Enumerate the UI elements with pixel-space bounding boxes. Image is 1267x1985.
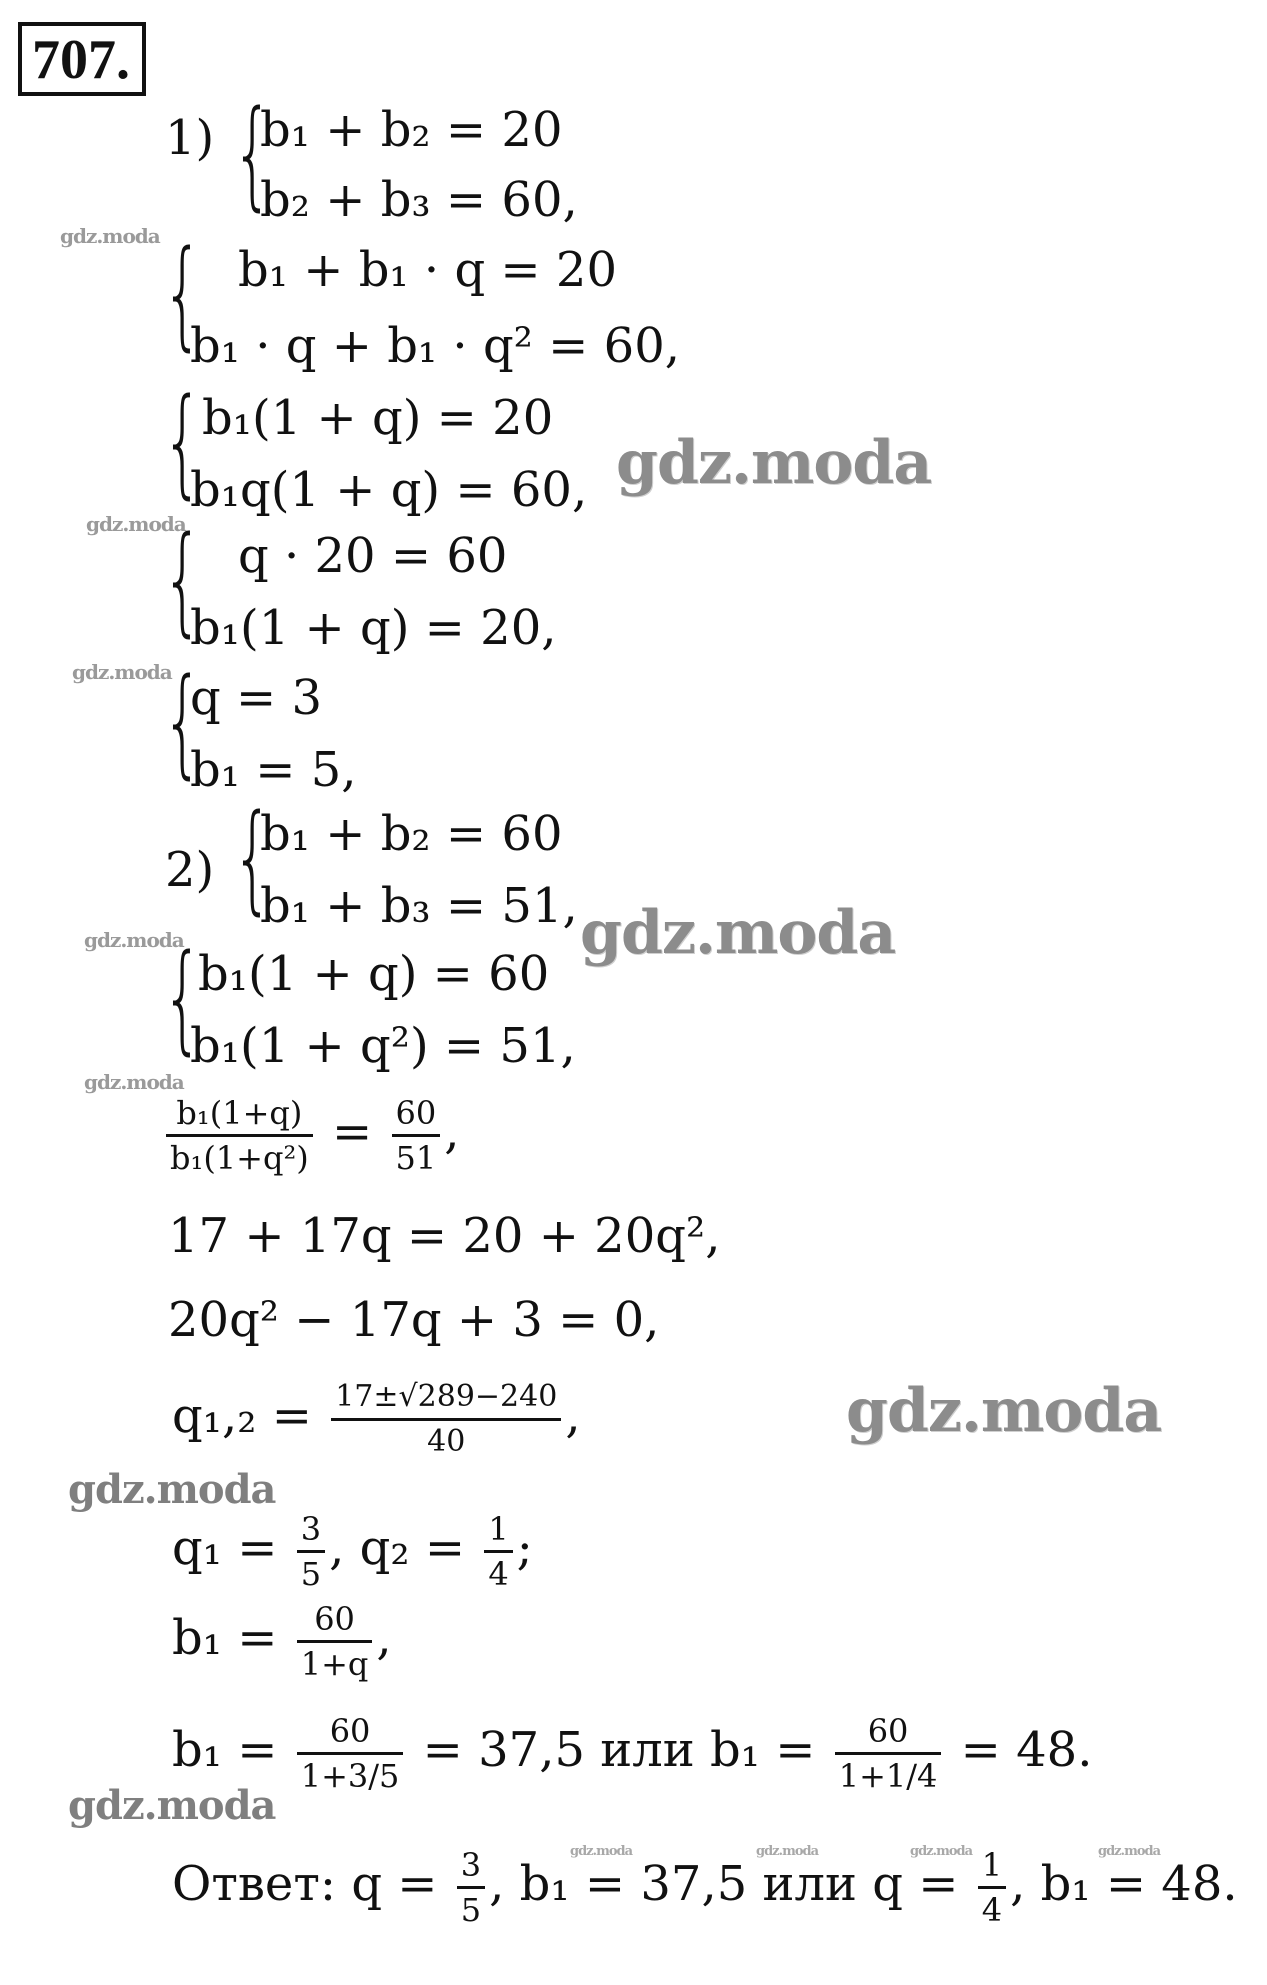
equation: b₁(1 + q) = 20 (202, 390, 554, 446)
watermark: gdz.moda (580, 898, 896, 968)
fraction: $\frac{3}{5}$ (457, 1846, 485, 1929)
equation: b₁ + b₁ · q = 20 (238, 242, 617, 298)
brace-icon: { (232, 84, 274, 222)
fraction: $\frac{3}{5}$ (297, 1510, 325, 1593)
watermark: gdz.moda (616, 428, 932, 498)
watermark: gdz.moda (570, 1844, 633, 1859)
fraction: $\frac{60}{1+1/4}$ (835, 1712, 942, 1795)
brace-icon: { (162, 652, 204, 790)
brace-icon: { (162, 928, 204, 1066)
equation: 17 + 17q = 20 + 20q², (168, 1208, 721, 1264)
fraction: $\frac{1}{4}$ (978, 1846, 1006, 1929)
brace-icon: { (162, 372, 204, 510)
watermark: gdz.moda (68, 1782, 276, 1829)
equation: b₂ + b₃ = 60, (260, 172, 578, 228)
ratio-equation: $\frac{\text{b₁(1+q)}}{\text{b₁(1+q²)}}$ = $\frac{60}{51}$ , (162, 1094, 460, 1177)
equation: q = 3 (190, 670, 322, 726)
watermark: gdz.moda (1098, 1844, 1161, 1859)
watermark: gdz.moda (72, 660, 172, 684)
brace-icon: { (162, 510, 204, 648)
answer: Ответ: q = $\frac{3}{5}$ , b₁ = 37,5 или q = $\frac{1}{4}$ , b₁ = 48. (172, 1846, 1238, 1929)
fraction: $\frac{\text{b₁(1+q)}}{\text{b₁(1+q²)}}$ (166, 1094, 313, 1177)
q-values: q₁ = $\frac{3}{5}$ , q₂ = $\frac{1}{4}$ ; (172, 1510, 533, 1593)
watermark: gdz.moda (86, 512, 186, 536)
roots-formula: q₁,₂ = $\frac{17\pm√289-240}{40}$ , (172, 1379, 581, 1459)
watermark: gdz.moda (68, 1466, 276, 1513)
brace-icon: { (162, 224, 204, 362)
equation: b₁(1 + q) = 60 (198, 946, 550, 1002)
fraction: $\frac{60}{1+q}$ (297, 1600, 373, 1683)
fraction: $\frac{60}{1+3/5}$ (297, 1712, 404, 1795)
fraction: $\frac{1}{4}$ (484, 1510, 512, 1593)
watermark: gdz.moda (84, 928, 184, 952)
part2-label: 2) (165, 842, 215, 898)
equation: b₁(1 + q) = 20, (190, 600, 557, 656)
watermark: gdz.moda (846, 1376, 1162, 1446)
equation: 20q² − 17q + 3 = 0, (168, 1292, 660, 1348)
equation: b₁ · q + b₁ · q² = 60, (190, 318, 680, 374)
fraction: $\frac{60}{51}$ (392, 1094, 441, 1177)
equation: b₁ + b₂ = 60 (260, 806, 563, 862)
task-number: 707. (18, 22, 146, 96)
part1-label: 1) (165, 110, 215, 166)
equation: b₁ + b₃ = 51, (260, 878, 578, 934)
brace-icon: { (232, 788, 274, 926)
equation: b₁q(1 + q) = 60, (190, 462, 588, 518)
watermark: gdz.moda (84, 1070, 184, 1094)
equation: q · 20 = 60 (238, 528, 508, 584)
equation: b₁ + b₂ = 20 (260, 102, 563, 158)
equation: b₁(1 + q²) = 51, (190, 1018, 576, 1074)
watermark: gdz.moda (60, 224, 160, 248)
watermark: gdz.moda (910, 1844, 973, 1859)
watermark: gdz.moda (756, 1844, 819, 1859)
b1-formula: b₁ = $\frac{60}{1+q}$ , (172, 1600, 392, 1683)
b1-values: b₁ = $\frac{60}{1+3/5}$ = 37,5 или b₁ = $\frac{60}{1+1/4}$ = 48. (172, 1712, 1093, 1795)
fraction: $\frac{17\pm√289-240}{40}$ (331, 1378, 561, 1461)
equation: b₁ = 5, (190, 742, 357, 798)
